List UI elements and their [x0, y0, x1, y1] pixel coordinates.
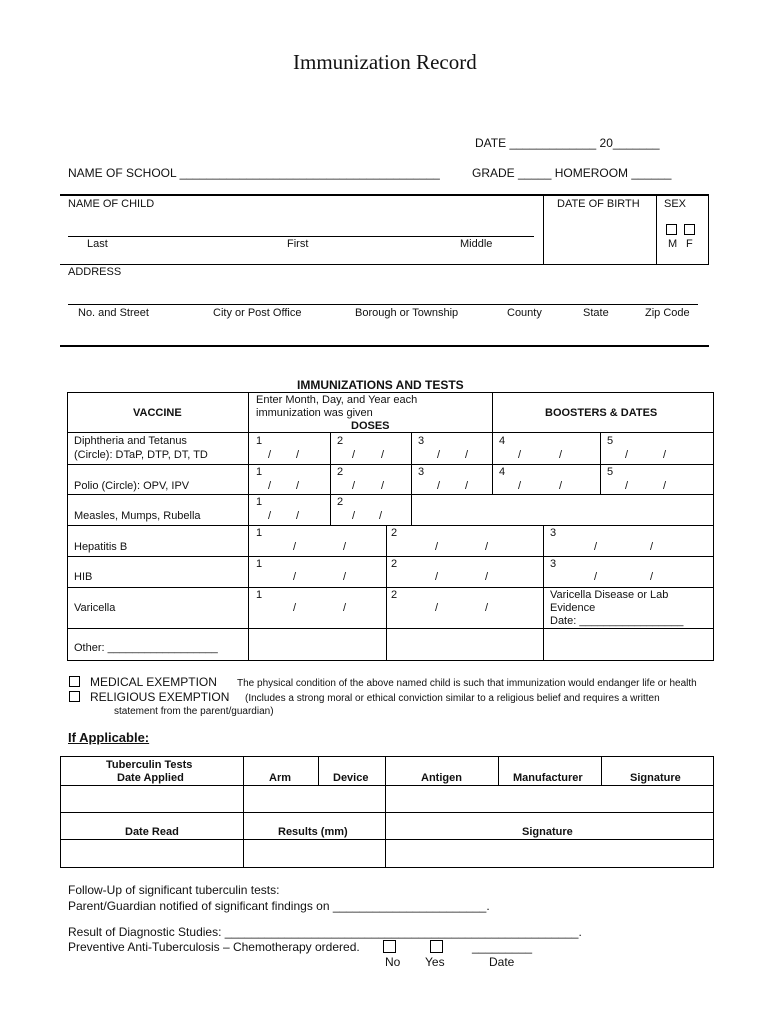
- vaccine-hib-label: HIB: [74, 571, 93, 583]
- religious-exemption-label: RELIGIOUS EXEMPTION: [90, 690, 230, 704]
- date-slash: /: [435, 541, 439, 553]
- medical-exemption-label: MEDICAL EXEMPTION: [90, 675, 217, 689]
- street-label: No. and Street: [78, 307, 149, 319]
- dose-number: 4: [499, 435, 506, 447]
- date-slash: /: [518, 449, 522, 461]
- date-slash: /: [379, 510, 383, 522]
- sex-f-label: F: [686, 238, 693, 250]
- tb-results-header: Results (mm): [278, 826, 348, 838]
- vaccine-hepb-label: Hepatitis B: [74, 541, 128, 553]
- date-slash: /: [465, 449, 469, 461]
- date-slash: /: [352, 480, 356, 492]
- varicella-evidence-date[interactable]: Date: _________________: [550, 615, 684, 627]
- middle-label: Middle: [460, 238, 493, 250]
- dose-number: 5: [607, 466, 614, 478]
- vaccine-varicella-label: Varicella: [74, 602, 116, 614]
- table-row-line: [67, 556, 714, 557]
- tb-row-line: [60, 785, 714, 786]
- varicella-evidence-line2: Evidence: [550, 602, 596, 614]
- table-col-line: [492, 392, 493, 494]
- dose-number: 3: [550, 527, 557, 539]
- tb-manufacturer-header: Manufacturer: [513, 772, 583, 784]
- doses-header: DOSES: [351, 420, 390, 432]
- dose-number: 2: [391, 558, 398, 570]
- vaccine-other-field[interactable]: Other: __________________: [74, 642, 218, 654]
- tb-table-border: [60, 867, 714, 868]
- religious-exemption-text: (Includes a strong moral or ethical conviction similar to a religious belief and requires a written: [245, 693, 660, 704]
- date-slash: /: [518, 480, 522, 492]
- date-slash: /: [293, 602, 297, 614]
- dose-number: 2: [337, 466, 344, 478]
- date-slash: /: [485, 602, 489, 614]
- date-slash: /: [435, 602, 439, 614]
- date-slash: /: [559, 449, 563, 461]
- table-row-line: [67, 464, 714, 465]
- tb-signature2-header: Signature: [522, 826, 573, 838]
- divider: [60, 194, 708, 196]
- divider: [656, 196, 657, 264]
- dose-number: 1: [256, 527, 263, 539]
- sex-m-label: M: [668, 238, 678, 250]
- table-col-line: [330, 432, 331, 525]
- chemo-yes-checkbox[interactable]: [430, 940, 443, 953]
- medical-exemption-text: The physical condition of the above named child is such that immunization would endanger life or health: [237, 678, 697, 689]
- parent-notified-field[interactable]: Parent/Guardian notified of significant findings on _______________________.: [68, 899, 490, 913]
- date-slash: /: [663, 480, 667, 492]
- dose-number: 1: [256, 589, 263, 601]
- followup-heading: Follow-Up of significant tuberculin tests:: [68, 883, 280, 897]
- date-slash: /: [268, 449, 272, 461]
- date-slash: /: [594, 571, 598, 583]
- vaccine-polio-label: Polio (Circle): OPV, IPV: [74, 480, 190, 492]
- table-row-line: [67, 432, 714, 433]
- date-slash: /: [343, 602, 347, 614]
- vaccine-dtp-options: (Circle): DTaP, DTP, DT, TD: [74, 449, 208, 461]
- date-slash: /: [268, 510, 272, 522]
- state-label: State: [583, 307, 609, 319]
- table-row-line: [67, 628, 714, 629]
- sex-m-checkbox[interactable]: [666, 224, 677, 235]
- table-row-line: [67, 587, 714, 588]
- date-slash: /: [625, 480, 629, 492]
- date-slash: /: [293, 571, 297, 583]
- table-row-line: [67, 525, 714, 526]
- date-slash: /: [625, 449, 629, 461]
- divider: [543, 196, 544, 264]
- date-slash: /: [485, 571, 489, 583]
- dose-number: 1: [256, 466, 263, 478]
- date-slash: /: [296, 449, 300, 461]
- date-slash: /: [352, 449, 356, 461]
- dose-number: 3: [550, 558, 557, 570]
- diagnostic-results-field[interactable]: Result of Diagnostic Studies: _____________________________________________________.: [68, 925, 582, 939]
- date-slash: /: [381, 480, 385, 492]
- grade-homeroom-field[interactable]: GRADE _____ HOMEROOM ______: [472, 166, 672, 180]
- date-slash: /: [559, 480, 563, 492]
- zip-label: Zip Code: [645, 307, 690, 319]
- chemotherapy-label: Preventive Anti-Tuberculosis – Chemotherapy ordered.: [68, 940, 360, 954]
- tb-antigen-header: Antigen: [421, 772, 462, 784]
- address-label: ADDRESS: [68, 266, 122, 278]
- divider: [708, 194, 709, 264]
- religious-exemption-checkbox[interactable]: [69, 691, 80, 702]
- dose-number: 1: [256, 558, 263, 570]
- tb-tests-header: Tuberculin Tests: [106, 759, 193, 771]
- name-underline[interactable]: [68, 236, 534, 237]
- tb-row-line: [60, 839, 714, 840]
- dob-label: DATE OF BIRTH: [557, 198, 640, 210]
- tb-col-line: [318, 756, 319, 785]
- date-slash: /: [465, 480, 469, 492]
- date-slash: /: [435, 571, 439, 583]
- dose-number: 3: [418, 435, 425, 447]
- date-slash: /: [343, 571, 347, 583]
- dose-number: 3: [418, 466, 425, 478]
- dose-number: 2: [337, 435, 344, 447]
- date-slash: /: [650, 571, 654, 583]
- school-name-field[interactable]: NAME OF SCHOOL _______________________________________: [68, 166, 440, 180]
- vaccine-mmr-label: Measles, Mumps, Rubella: [74, 510, 201, 522]
- tb-col-line: [498, 756, 499, 785]
- date-slash: /: [343, 541, 347, 553]
- last-label: Last: [87, 238, 108, 250]
- date-slash: /: [437, 480, 441, 492]
- date-slash: /: [650, 541, 654, 553]
- child-name-label: NAME OF CHILD: [68, 198, 155, 210]
- date-slash: /: [594, 541, 598, 553]
- city-label: City or Post Office: [213, 307, 302, 319]
- date-slash: /: [296, 510, 300, 522]
- vaccine-dtp-label: Diphtheria and Tetanus: [74, 435, 187, 447]
- chemo-no-label: No: [385, 955, 401, 969]
- varicella-evidence-line1: Varicella Disease or Lab: [550, 589, 669, 601]
- dose-number: 4: [499, 466, 506, 478]
- table-col-line: [600, 432, 601, 494]
- enter-instructions-2: immunization was given: [256, 407, 373, 419]
- dose-number: 5: [607, 435, 614, 447]
- dose-number: 2: [391, 589, 398, 601]
- table-col-line: [386, 525, 387, 661]
- county-label: County: [507, 307, 542, 319]
- tb-col-line: [385, 756, 386, 868]
- date-slash: /: [381, 449, 385, 461]
- date-slash: /: [352, 510, 356, 522]
- tb-signature-header: Signature: [630, 772, 681, 784]
- date-slash: /: [485, 541, 489, 553]
- tb-device-header: Device: [333, 772, 369, 784]
- dose-number: 2: [337, 496, 344, 508]
- address-underline[interactable]: [68, 304, 698, 305]
- date-slash: /: [293, 541, 297, 553]
- table-border: [67, 660, 714, 661]
- table-col-line: [411, 432, 412, 525]
- tb-col-line: [243, 756, 244, 868]
- enter-instructions-1: Enter Month, Day, and Year each: [256, 394, 418, 406]
- if-applicable-heading: If Applicable:: [68, 730, 150, 745]
- first-label: First: [287, 238, 309, 250]
- date-slash: /: [437, 449, 441, 461]
- table-border: [67, 392, 714, 393]
- date-field[interactable]: DATE _____________ 20_______: [475, 136, 660, 150]
- borough-label: Borough or Township: [355, 307, 459, 319]
- chemo-no-checkbox[interactable]: [383, 940, 396, 953]
- divider: [60, 264, 709, 265]
- table-col-line: [543, 525, 544, 661]
- religious-exemption-text-2: statement from the parent/guardian): [114, 706, 274, 717]
- chemo-date-field[interactable]: _________: [472, 940, 533, 954]
- immunizations-heading: IMMUNIZATIONS AND TESTS: [297, 378, 464, 392]
- chemo-date-label: Date: [489, 955, 515, 969]
- tb-date-applied-header: Date Applied: [117, 772, 184, 784]
- date-slash: /: [268, 480, 272, 492]
- dose-number: 1: [256, 435, 263, 447]
- tb-col-line: [601, 756, 602, 785]
- chemo-yes-label: Yes: [425, 955, 445, 969]
- sex-label: SEX: [664, 198, 687, 210]
- boosters-header: BOOSTERS & DATES: [545, 407, 658, 419]
- date-slash: /: [663, 449, 667, 461]
- dose-number: 1: [256, 496, 263, 508]
- tb-arm-header: Arm: [269, 772, 292, 784]
- page-title: Immunization Record: [293, 50, 477, 74]
- table-row-line: [67, 494, 714, 495]
- tb-row-line: [60, 812, 714, 813]
- divider: [60, 345, 709, 347]
- vaccine-header: VACCINE: [133, 407, 182, 419]
- dose-number: 2: [391, 527, 398, 539]
- date-slash: /: [296, 480, 300, 492]
- medical-exemption-checkbox[interactable]: [69, 676, 80, 687]
- tb-date-read-header: Date Read: [125, 826, 179, 838]
- sex-f-checkbox[interactable]: [684, 224, 695, 235]
- tb-table-border: [60, 756, 714, 757]
